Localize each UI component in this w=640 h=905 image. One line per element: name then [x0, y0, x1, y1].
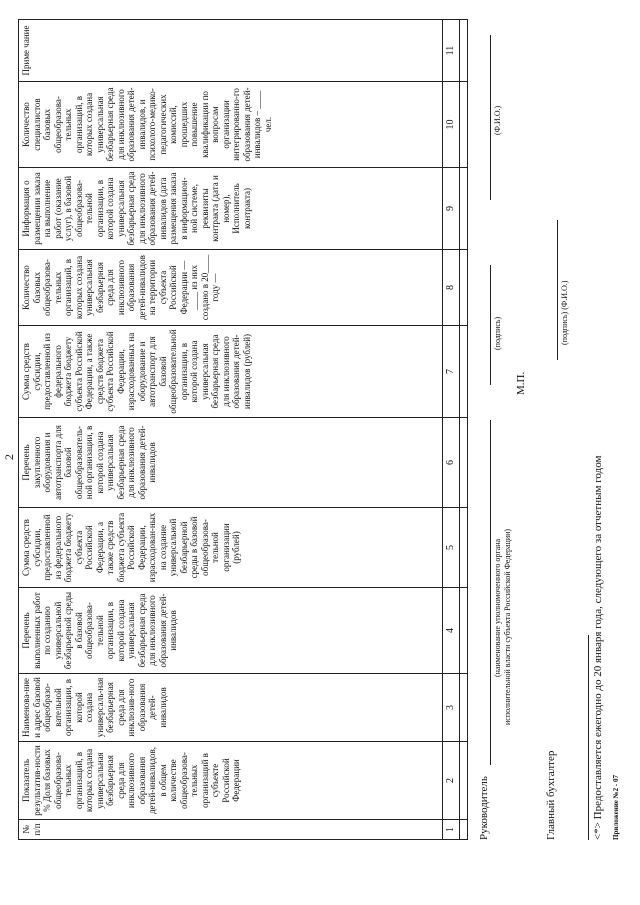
- header-cell: Перечень выполненных работ по созданию универсальной безбарьерной среды в базовой общеобразова-тельной организации, в которой создана универсальная безбарьерная среда для инклюзивного образования детей-инвалидов: [19, 588, 443, 674]
- column-number: 10: [442, 82, 459, 168]
- column-number: 5: [442, 508, 459, 588]
- table-cell: [459, 742, 467, 820]
- organ-line: [490, 420, 491, 765]
- column-number: 8: [442, 250, 459, 326]
- column-number: 4: [442, 588, 459, 674]
- header-cell: Перечень закупленного оборудования и автотранспорта для базовой общеобразователь-ной организации, в которой создана универсальная безбарьерная среда для инклюзивного образования детей-инвалидов: [19, 418, 443, 508]
- table-header-row: [19, 20, 443, 840]
- table-cell: [459, 20, 467, 82]
- table-cell: [459, 326, 467, 418]
- header-cell: Сумма средств субсидии, предоставленной из федерального бюджета бюджету субъекта Российской Федерации, а также средств бюджета субъекта Российской Федерации, израсходованных на оборудование и автотранспорт для базовой общеобразовательной организации, в которой создана универсальная безбарьерная среда для инклюзивного образования детей-инвалидов (рублей): [19, 326, 443, 418]
- table-cell: [459, 588, 467, 674]
- column-number: 3: [442, 674, 459, 742]
- signature-line: [490, 265, 491, 385]
- annex-label: Приложение №2 - 07: [612, 774, 620, 840]
- head-label: Руководитель: [478, 776, 490, 840]
- empty-data-row: [459, 20, 467, 840]
- header-cell: № п/п: [19, 820, 443, 840]
- column-number: 7: [442, 326, 459, 418]
- table-cell: [459, 250, 467, 326]
- header-cell: Приме чание: [19, 20, 443, 82]
- column-number: 9: [442, 168, 459, 250]
- table-cell: [459, 168, 467, 250]
- header-cell: Количество специалистов базовых общеобразова-тельных организаций, в которых создана универсальная безбарьерная среда для инклюзивного образования детей-инвалидов, и психолого-медико-педагогических комиссий, прошедших повышение квалификации по вопросам организации интегрированно-го образования детей-инвалидов – ____ чел.: [19, 82, 443, 168]
- header-cell: Количество базовых общеобразова-тельных организаций, в которых создана универсальная безбарьерная среда для инклюзивного образования детей-инвалидов на территории субъекта Российской Федерации — ____ из них создано в 20____ году —: [19, 250, 443, 326]
- report-table: [18, 19, 468, 840]
- column-number: 11: [442, 20, 459, 82]
- table-cell: [459, 82, 467, 168]
- table-cell: [459, 674, 467, 742]
- signature-caption: (подпись): [493, 316, 502, 350]
- stamp-label: М.П.: [515, 371, 527, 395]
- accountant-signature-caption: (подпись) (Ф.И.О.): [560, 280, 569, 345]
- header-cell: Сумма средств субсидии, предоставленной из федерального бюджета бюджету субъекта Российской Федерации, а также средств бюджета субъекта Российской Федерации, израсходован-ных на создание универсальной безбарьерной среды в базовой общеобразова-тельной организации (рублей): [19, 508, 443, 588]
- accountant-signature-line: [557, 220, 558, 360]
- footnote-separator: [588, 635, 589, 840]
- page-number: 2: [2, 454, 16, 460]
- footnote: <*> Предоставляется ежегодно до 20 января года, следующего за отчетным годом: [592, 455, 604, 840]
- organ-caption-2: исполнительной власти субъекта Российской Федерации): [503, 528, 512, 725]
- name-line: [490, 35, 491, 200]
- header-cell: Наименова-ние и адрес базовой общеобразо-вательной организации, в которой создана универсаль-ная безбарьерная среда для инклюзив-ного образования детей-инвалидов: [19, 674, 443, 742]
- table-cell: [459, 508, 467, 588]
- column-number: 6: [442, 418, 459, 508]
- name-caption: (Ф.И.О.): [493, 105, 502, 135]
- column-number-row: [442, 20, 459, 840]
- column-number: 2: [442, 742, 459, 820]
- table-cell: [459, 418, 467, 508]
- table-cell: [459, 820, 467, 840]
- column-number: 1: [442, 820, 459, 840]
- header-cell: Информация о размещении заказа на выполнение работ (оказание услуг), в базовой общеобразова-тельной организации, в которой создана универсальная безбарьерная среда для инклюзивного образования детей-инвалидов (дата размещения заказа в информацион-ной системе, реквизиты контракта (дата и номер), Исполнитель контракта): [19, 168, 443, 250]
- header-cell: Показатель результатив-ности % Доля базовых общеобразова-тельных организаций, в которых создана универсальная безбарьерная среда для инклюзивного образования детей-инвалидов, в общем количестве общеобразова-тельных организаций в субъекте Российской Федерации: [19, 742, 443, 820]
- organ-caption-1: (наименование уполномоченного органа: [493, 538, 502, 677]
- accountant-label: Главный бухгалтер: [545, 750, 557, 840]
